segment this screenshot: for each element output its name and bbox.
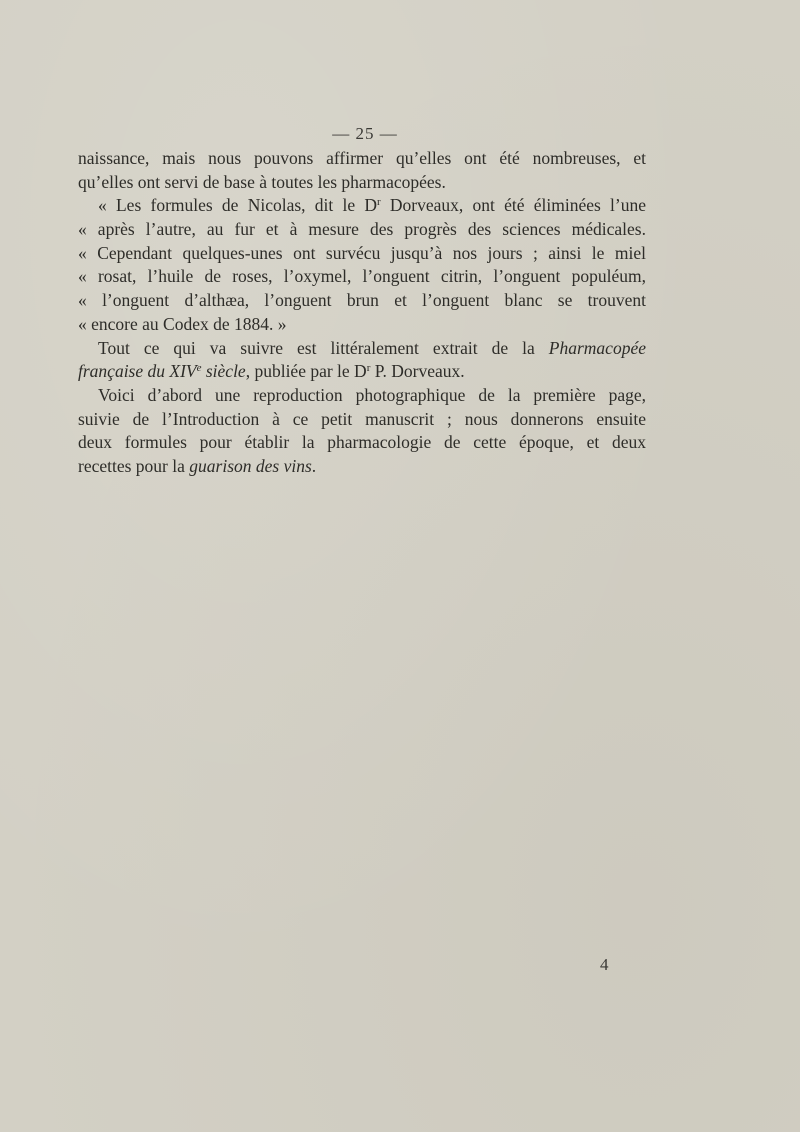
paragraph-2-line-6: « encore au Codex de 1884. » — [78, 313, 287, 334]
paragraph-4-line-3: deux formules pour établir la pharmacologie de cette époque, et deux — [78, 432, 646, 453]
body-span: . — [311, 455, 317, 476]
paragraph-4-line-4 — [78, 455, 646, 479]
body-span: , publiée par le D — [245, 361, 367, 382]
paragraph-3-line-1 — [78, 337, 646, 361]
paragraph-4-line-2: suivie de l’Introduction à ce petit manuscrit ; nous donnerons ensuite — [78, 408, 646, 429]
paragraph-2-line-5: « l’onguent d’althæa, l’onguent brun et l’onguent blanc se trouvent — [78, 290, 646, 311]
italic-title: siècle — [201, 361, 246, 382]
superscript: r — [366, 362, 371, 375]
superscript: r — [376, 196, 381, 209]
italic-title: française du XIV — [78, 361, 197, 382]
paragraph-2-line-1 — [78, 194, 646, 218]
paragraph-1-line-2: qu’elles ont servi de base à toutes les pharmacopées. — [78, 171, 446, 192]
paragraph-3-line-2 — [78, 360, 646, 384]
body-span: recettes pour la — [78, 455, 190, 476]
paragraph-2-line-3: « Cependant quelques-unes ont survécu jusqu’à nos jours ; ainsi le miel — [78, 242, 646, 263]
paragraph-2-line-4: « rosat, l’huile de roses, l’oxymel, l’onguent citrin, l’onguent populéum, — [78, 266, 646, 287]
quote-text: « Les formules de Nicolas, dit le D — [98, 195, 377, 216]
quote-text: Dorveaux, ont été éliminées l’une — [380, 195, 646, 216]
page-number: — 25 — — [332, 124, 398, 143]
body-span: Tout ce qui va suivre est littéralement extrait de la — [98, 337, 549, 358]
italic-phrase: guarison des vins — [189, 455, 312, 476]
signature-mark: 4 — [600, 955, 609, 974]
body-text — [78, 147, 646, 479]
body-span: P. Dorveaux. — [370, 361, 465, 382]
paragraph-4-line-1: Voici d’abord une reproduction photographique de la première page, — [98, 384, 646, 405]
superscript: e — [196, 362, 202, 375]
italic-title: Pharmacopée — [548, 337, 646, 358]
paragraph-1-line-1: naissance, mais nous pouvons affirmer qu’elles ont été nombreuses, et — [78, 148, 646, 168]
paragraph-2-line-2: « après l’autre, au fur et à mesure des progrès des sciences médicales. — [78, 219, 646, 240]
